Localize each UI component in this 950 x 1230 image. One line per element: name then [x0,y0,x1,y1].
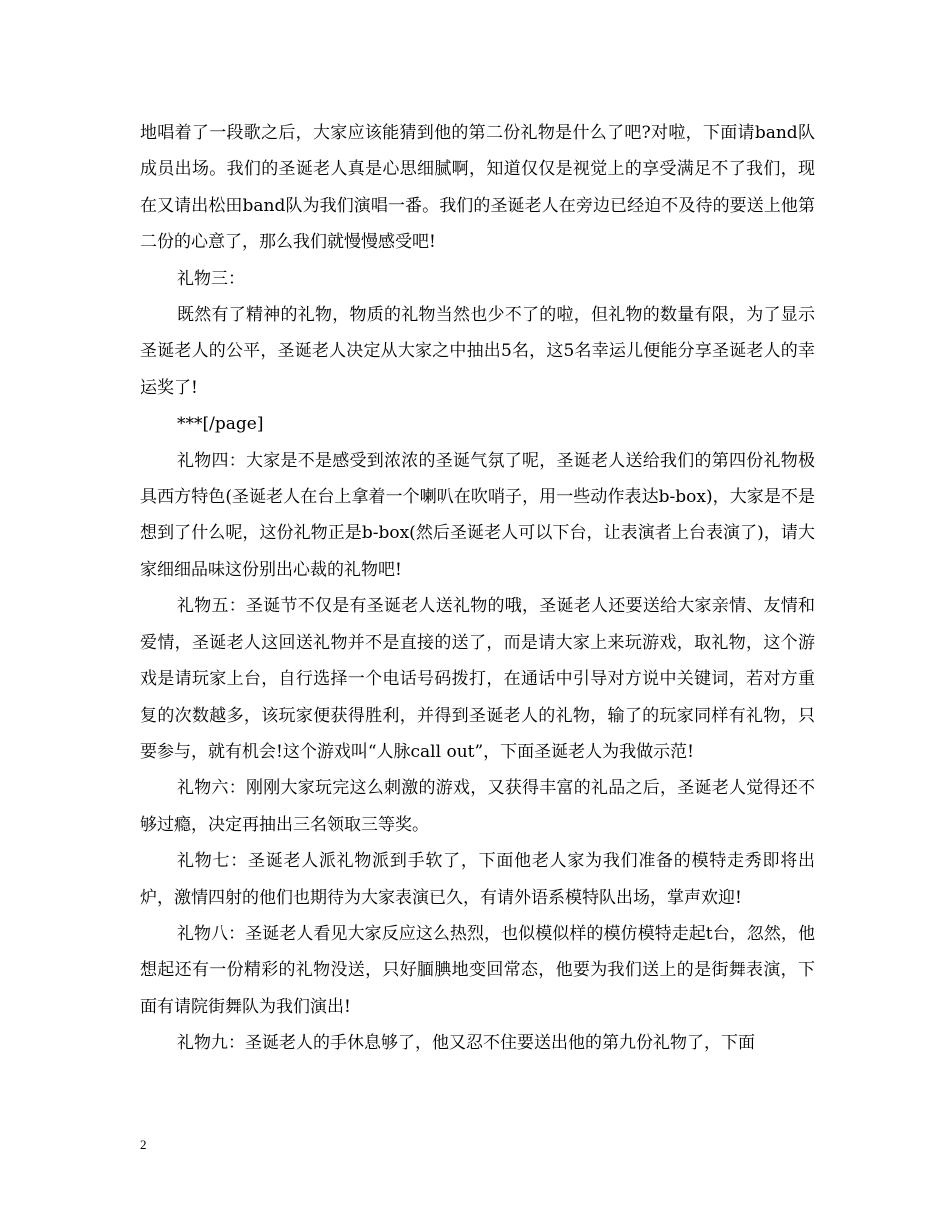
page-number: 2 [140,1137,147,1152]
paragraph-gift-six: 礼物六：刚刚大家玩完这么刺激的游戏，又获得丰富的礼品之后，圣诞老人觉得还不够过瘾，决定再抽出三名领取三等奖。 [140,778,815,835]
paragraph-continuation: 地唱着了一段歌之后，大家应该能猜到他的第二份礼物是什么了吧?对啦，下面请band队成员出场。我们的圣诞老人真是心思细腻啊，知道仅仅是视觉上的享受满足不了我们，现在又请出松田band队为我们演唱一番。我们的圣诞老人在旁边已经迫不及待的要送上他第二份的心意了，那么我们就慢慢感受吧! [140,123,815,253]
body-text [140,115,815,1062]
paragraph-gift-five: 礼物五：圣诞节不仅是有圣诞老人送礼物的哦，圣诞老人还要送给大家亲情、友情和爱情，圣诞老人这回送礼物并不是直接的送了，而是请大家上来玩游戏，取礼物，这个游戏是请玩家上台，自行选择一个电话号码拨打，在通话中引导对方说中关键词，若对方重复的次数越多，该玩家便获得胜利，并得到圣诞老人的礼物，输了的玩家同样有礼物，只要参与，就有机会!这个游戏叫“人脉call out”，下面圣诞老人为我做示范! [140,596,815,762]
paragraph-gift-four: 礼物四：大家是不是感受到浓浓的圣诞气氛了呢，圣诞老人送给我们的第四份礼物极具西方特色(圣诞老人在台上拿着一个喇叭在吹哨子，用一些动作表达b-box)，大家是不是想到了什么呢，这份礼物正是b-box(然后圣诞老人可以下台，让表演者上台表演了)，请大家细细品味这份别出心裁的礼物吧! [140,450,815,580]
paragraph-gift-three-heading: 礼物三： [177,268,245,289]
paragraph-gift-nine: 礼物九：圣诞老人的手休息够了，他又忍不住要送出他的第九份礼物了，下面 [177,1033,755,1054]
paragraph-gift-three: 既然有了精神的礼物，物质的礼物当然也少不了的啦，但礼物的数量有限，为了显示圣诞老人的公平，圣诞老人决定从大家之中抽出5名，这5名幸运儿便能分享圣诞老人的幸运奖了! [140,305,815,398]
paragraph-gift-eight: 礼物八：圣诞老人看见大家反应这么热烈，也似模似样的模仿模特走起t台，忽然，他想起还有一份精彩的礼物没送，只好腼腆地变回常态，他要为我们送上的是街舞表演，下面有请院街舞队为我们演出! [140,923,815,1017]
paragraph-page-marker: ***[/page] [177,414,264,435]
paragraph-gift-seven: 礼物七：圣诞老人派礼物派到手软了，下面他老人家为我们准备的模特走秀即将出炉，激情四射的他们也期待为大家表演已久，有请外语系模特队出场，掌声欢迎! [140,851,815,908]
